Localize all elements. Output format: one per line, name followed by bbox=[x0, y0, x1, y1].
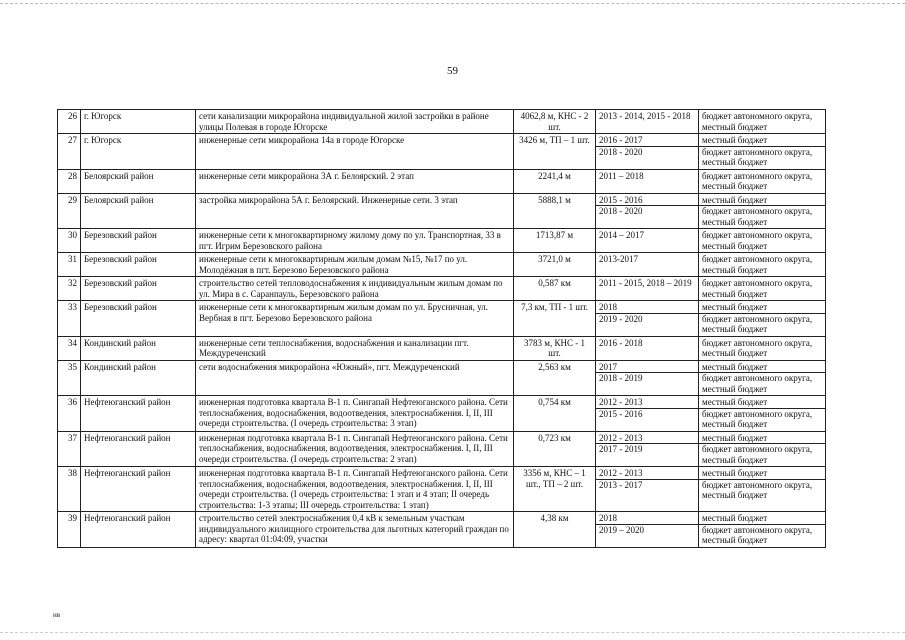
territory-cell: Нефтеюганский район bbox=[81, 512, 196, 548]
funding-source: бюджет автономного округа, местный бюджет bbox=[702, 278, 813, 299]
territory-cell: Березовский район bbox=[81, 277, 196, 301]
row-number: 36 bbox=[58, 396, 81, 432]
funding-source: бюджет автономного округа, местный бюджет bbox=[699, 146, 825, 168]
period-value: 2015 - 2016 bbox=[599, 194, 643, 205]
funding-cell bbox=[699, 277, 826, 301]
table-row bbox=[58, 431, 826, 467]
funding-cell bbox=[699, 229, 826, 253]
funding-cell bbox=[699, 169, 826, 193]
period-value: 2018 - 2020 bbox=[596, 146, 698, 158]
object-cell: инженерные сети микрорайона 14а в городе Югорске bbox=[196, 134, 514, 170]
table-row bbox=[58, 169, 826, 193]
row-number: 32 bbox=[58, 277, 81, 301]
volume-cell: 3721,0 м bbox=[514, 253, 596, 277]
period-value: 2018 bbox=[599, 302, 617, 312]
period-value: 2018 - 2020 bbox=[596, 205, 698, 217]
period-value: 2012 - 2013 bbox=[599, 432, 643, 443]
period-cell bbox=[596, 396, 699, 432]
period-cell bbox=[596, 134, 699, 170]
period-cell bbox=[596, 253, 699, 277]
object-cell: инженерные сети теплоснабжения, водоснабжения и канализации пгт. Междуреченский bbox=[196, 336, 514, 360]
territory-cell: Березовский район bbox=[81, 301, 196, 337]
period-value: 2017 - 2019 bbox=[596, 443, 698, 455]
period-value: 2013 - 2017 bbox=[596, 479, 698, 491]
volume-cell: 4062,8 м, КНС - 2 шт. bbox=[514, 110, 596, 134]
territory-cell: Кондинский район bbox=[81, 336, 196, 360]
period-cell bbox=[596, 431, 699, 467]
volume-cell: 2241,4 м bbox=[514, 169, 596, 193]
row-number: 37 bbox=[58, 431, 81, 467]
period-cell bbox=[596, 467, 699, 512]
page-number: 59 bbox=[447, 65, 458, 77]
period-value: 2012 - 2013 bbox=[599, 468, 643, 478]
object-cell: сети канализации микрорайона индивидуальной жилой застройки в районе улицы Полевая в городе Югорске bbox=[196, 110, 514, 134]
table-row bbox=[58, 110, 826, 134]
period-value: 2015 - 2016 bbox=[596, 408, 698, 420]
funding-source: местный бюджет bbox=[702, 135, 768, 145]
row-number: 27 bbox=[58, 134, 81, 170]
row-number: 31 bbox=[58, 253, 81, 277]
object-cell: застройка микрорайона 5А г. Белоярский. Инженерные сети. 3 этап bbox=[196, 193, 514, 229]
object-cell: инженерная подготовка квартала В-1 п. Сингапай Нефтеюганского района. Сети теплоснабжения, водоснабжения, водоотведения, электроснабжения. I, II, III очереди строительства. (I очередь строительства: 1 этап и 4 этап; II очередь строительства: 1-3 этапы; III очередь строительства: 1 этап) bbox=[196, 467, 514, 512]
funding-cell bbox=[699, 467, 826, 512]
volume-cell: 3783 м, КНС - 1 шт. bbox=[514, 336, 596, 360]
volume-cell: 3426 м, ТП – 1 шт. bbox=[514, 134, 596, 170]
table-row bbox=[58, 512, 826, 548]
period-cell bbox=[596, 193, 699, 229]
table-row bbox=[58, 360, 826, 396]
funding-cell bbox=[699, 431, 826, 467]
period-cell bbox=[596, 110, 699, 134]
funding-cell bbox=[699, 134, 826, 170]
period-value: 2011 – 2018 bbox=[599, 170, 644, 181]
period-value: 2014 – 2017 bbox=[599, 230, 644, 240]
funding-cell bbox=[699, 512, 826, 548]
period-cell bbox=[596, 336, 699, 360]
territory-cell: г. Югорск bbox=[81, 134, 196, 170]
territory-cell: Нефтеюганский район bbox=[81, 467, 196, 512]
territory-cell: г. Югорск bbox=[81, 110, 196, 134]
funding-source: бюджет автономного округа, местный бюджет bbox=[699, 524, 825, 546]
funding-source: местный бюджет bbox=[702, 397, 768, 407]
volume-cell: 1713,87 м bbox=[514, 229, 596, 253]
funding-source: местный бюджет bbox=[702, 194, 768, 205]
table-row bbox=[58, 253, 826, 277]
object-cell: инженерные сети к многоквартирному жилому дому по ул. Транспортная, 33 в пгт. Игрим Березовского района bbox=[196, 229, 514, 253]
row-number: 38 bbox=[58, 467, 81, 512]
period-value: 2017 bbox=[599, 361, 617, 372]
period-value: 2012 - 2013 bbox=[599, 397, 643, 407]
table-row bbox=[58, 336, 826, 360]
volume-cell: 5888,1 м bbox=[514, 193, 596, 229]
period-value: 2013-2017 bbox=[599, 254, 638, 264]
table-row bbox=[58, 134, 826, 170]
funding-source: бюджет автономного округа, местный бюджет bbox=[699, 479, 825, 501]
volume-cell: 0,754 км bbox=[514, 396, 596, 432]
volume-cell: 3356 м, КНС – 1 шт., ТП – 2 шт. bbox=[514, 467, 596, 512]
period-cell bbox=[596, 360, 699, 396]
period-cell bbox=[596, 229, 699, 253]
period-value: 2016 - 2017 bbox=[599, 135, 643, 145]
territory-cell: Белоярский район bbox=[81, 169, 196, 193]
funding-source: местный бюджет bbox=[702, 302, 768, 312]
row-number: 39 bbox=[58, 512, 81, 548]
funding-source: местный бюджет bbox=[702, 361, 768, 372]
row-number: 26 bbox=[58, 110, 81, 134]
object-cell: инженерные сети к многоквартирным жилым домам №15, №17 по ул. Молодёжная в пгт. Березово Березовского района bbox=[196, 253, 514, 277]
territory-cell: Кондинский район bbox=[81, 360, 196, 396]
period-cell bbox=[596, 301, 699, 337]
volume-cell: 2,563 км bbox=[514, 360, 596, 396]
period-value: 2019 - 2020 bbox=[596, 313, 698, 325]
table-row bbox=[58, 396, 826, 432]
funding-source: бюджет автономного округа, местный бюджет bbox=[699, 408, 825, 430]
funding-cell bbox=[699, 193, 826, 229]
territory-cell: Березовский район bbox=[81, 253, 196, 277]
table-row bbox=[58, 301, 826, 337]
object-cell: сети водоснабжения микрорайона «Южный», пгт. Междуреченский bbox=[196, 360, 514, 396]
objects-table bbox=[57, 109, 826, 548]
territory-cell: Нефтеюганский район bbox=[81, 396, 196, 432]
territory-cell: Белоярский район bbox=[81, 193, 196, 229]
period-value: 2011 - 2015, 2018 – 2019 bbox=[599, 278, 692, 288]
funding-source: бюджет автономного округа, местный бюджет bbox=[702, 170, 813, 191]
period-value: 2013 - 2014, 2015 - 2018 bbox=[599, 111, 691, 121]
scan-edge-top bbox=[0, 3, 905, 4]
row-number: 35 bbox=[58, 360, 81, 396]
object-cell: инженерные сети микрорайона 3А г. Белоярский. 2 этап bbox=[196, 169, 514, 193]
object-cell: строительство сетей тепловодоснабжения к индивидуальным жилым домам по ул. Мира в с. Саранпауль, Березовского района bbox=[196, 277, 514, 301]
table-row bbox=[58, 277, 826, 301]
funding-source: бюджет автономного округа, местный бюджет bbox=[702, 111, 813, 132]
territory-cell: Березовский район bbox=[81, 229, 196, 253]
period-value: 2018 - 2019 bbox=[596, 372, 698, 384]
period-cell bbox=[596, 277, 699, 301]
funding-cell bbox=[699, 360, 826, 396]
table-row bbox=[58, 193, 826, 229]
funding-source: бюджет автономного округа, местный бюджет bbox=[699, 205, 825, 227]
funding-source: местный бюджет bbox=[702, 513, 768, 523]
funding-source: бюджет автономного округа, местный бюджет bbox=[702, 254, 813, 275]
volume-cell: 4,38 км bbox=[514, 512, 596, 548]
volume-cell: 0,587 км bbox=[514, 277, 596, 301]
row-number: 34 bbox=[58, 336, 81, 360]
footer-mark: нв bbox=[53, 611, 61, 619]
funding-cell bbox=[699, 301, 826, 337]
funding-source: бюджет автономного округа, местный бюджет bbox=[699, 372, 825, 394]
object-cell: инженерная подготовка квартала В-1 п. Сингапай Нефтеюганского района. Сети теплоснабжения, водоснабжения, водоотведения, электроснабжения. I, II, III очереди строительства. (I очередь строительства: 3 этап) bbox=[196, 396, 514, 432]
period-value: 2019 – 2020 bbox=[596, 524, 698, 536]
table-row bbox=[58, 229, 826, 253]
object-cell: строительство сетей электроснабжения 0,4 кВ к земельным участкам индивидуального жилищного строительства для льготных категорий граждан по адресу: квартал 01:04:09, участки bbox=[196, 512, 514, 548]
object-cell: инженерная подготовка квартала В-1 п. Сингапай Нефтеюганского района. Сети теплоснабжения, водоснабжения, водоотведения, электроснабжения. I, II, III очереди строительства. (I очередь строительства: 2 этап) bbox=[196, 431, 514, 467]
funding-source: бюджет автономного округа, местный бюджет bbox=[699, 443, 825, 465]
period-value: 2018 bbox=[599, 513, 617, 523]
volume-cell: 0,723 км bbox=[514, 431, 596, 467]
table-row bbox=[58, 467, 826, 512]
funding-source: местный бюджет bbox=[702, 468, 768, 478]
row-number: 29 bbox=[58, 193, 81, 229]
funding-cell bbox=[699, 253, 826, 277]
funding-cell bbox=[699, 336, 826, 360]
funding-source: бюджет автономного округа, местный бюджет bbox=[699, 313, 825, 335]
scan-edge-bottom bbox=[0, 632, 905, 633]
funding-cell bbox=[699, 396, 826, 432]
period-cell bbox=[596, 512, 699, 548]
period-value: 2016 - 2018 bbox=[599, 337, 643, 348]
funding-source: местный бюджет bbox=[702, 432, 768, 443]
period-cell bbox=[596, 169, 699, 193]
row-number: 28 bbox=[58, 169, 81, 193]
funding-source: бюджет автономного округа, местный бюджет bbox=[702, 230, 813, 251]
row-number: 33 bbox=[58, 301, 81, 337]
object-cell: инженерные сети к многоквартирным жилым домам по ул. Брусничная, ул. Вербная в пгт. Березово Березовского района bbox=[196, 301, 514, 337]
territory-cell: Нефтеюганский район bbox=[81, 431, 196, 467]
row-number: 30 bbox=[58, 229, 81, 253]
funding-source: бюджет автономного округа, местный бюджет bbox=[702, 337, 813, 358]
volume-cell: 7,3 км, ТП - 1 шт. bbox=[514, 301, 596, 337]
funding-cell bbox=[699, 110, 826, 134]
